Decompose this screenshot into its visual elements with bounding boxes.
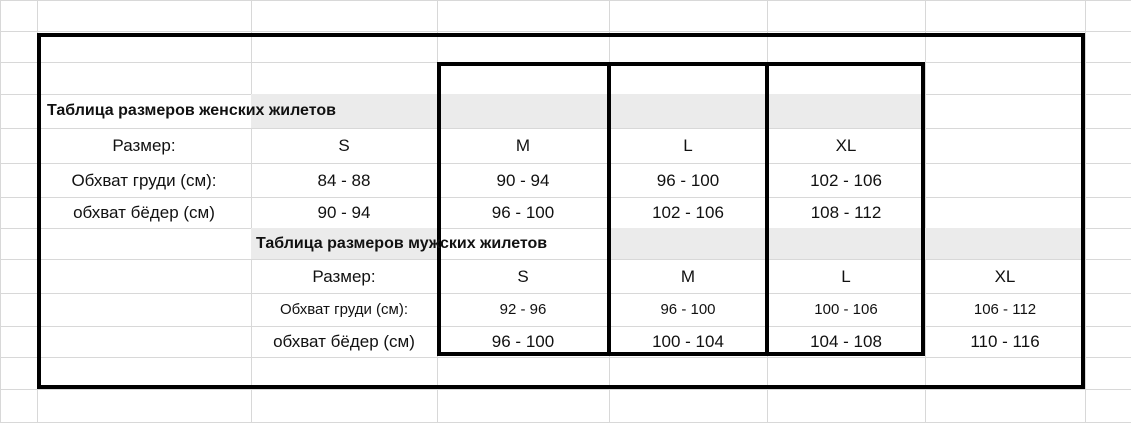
gridline-row-1 bbox=[0, 31, 1131, 32]
women-row-chest-label: Обхват груди (см): bbox=[71, 170, 217, 190]
men-row-chest-value-s: 92 - 96 bbox=[499, 301, 547, 318]
women-row-size-value-l: L bbox=[683, 136, 693, 155]
women-row-chest-value-s: 84 - 88 bbox=[317, 170, 371, 190]
men-row-hips-value-xl: 110 - 116 bbox=[970, 332, 1040, 351]
men-row-size-value-m: M bbox=[680, 266, 696, 286]
frame-outer-top bbox=[37, 33, 1085, 37]
gridline-row-11 bbox=[0, 357, 1131, 358]
women-row-hips-value-l: 102 - 106 bbox=[652, 203, 724, 222]
women-table-title: Таблица размеров женских жилетов bbox=[47, 102, 336, 119]
frame-outer-bottom bbox=[37, 385, 1085, 389]
women-row-hips-value-xl: 108 - 112 bbox=[810, 203, 882, 222]
men-row-chest-value-m: 96 - 100 bbox=[660, 301, 716, 318]
shade-women-title-e bbox=[767, 94, 925, 128]
shade-men-title-d bbox=[609, 228, 767, 259]
shade-men-title-e bbox=[767, 228, 925, 259]
men-table-title: Таблица размеров мужских жилетов bbox=[256, 234, 548, 252]
women-row-size-value-xl: XL bbox=[835, 136, 857, 155]
women-row-size-value-s: S bbox=[338, 136, 350, 155]
women-row-hips-value-m: 96 - 100 bbox=[491, 203, 555, 222]
gridline-row-0 bbox=[0, 0, 1131, 1]
women-row-hips-value-s: 90 - 94 bbox=[317, 203, 371, 222]
men-row-size-value-l: L bbox=[841, 266, 851, 286]
women-row-size-label: Размер: bbox=[112, 136, 176, 155]
men-row-size-value-xl: XL bbox=[994, 266, 1016, 286]
shade-women-title-d bbox=[609, 94, 767, 128]
women-row-chest-value-l: 96 - 100 bbox=[656, 170, 720, 190]
men-row-hips-value-m: 100 - 104 bbox=[652, 332, 724, 351]
women-row-hips-label: обхват бёдер (см) bbox=[73, 203, 215, 222]
shade-women-title-c bbox=[437, 94, 609, 128]
gridline-col-0 bbox=[0, 0, 1, 423]
men-row-hips-value-s: 96 - 100 bbox=[491, 332, 555, 351]
men-row-hips-value-l: 104 - 108 bbox=[810, 332, 882, 351]
men-row-chest-value-xl: 106 - 112 bbox=[973, 301, 1037, 318]
men-row-hips-label: обхват бёдер (см) bbox=[273, 332, 415, 351]
gridline-row-12 bbox=[0, 389, 1131, 390]
gridline-col-6 bbox=[925, 0, 926, 423]
women-row-chest-value-xl: 102 - 106 bbox=[810, 170, 882, 190]
frame-inner-top bbox=[437, 62, 925, 66]
men-row-size-value-s: S bbox=[517, 266, 529, 286]
women-row-chest-value-m: 90 - 94 bbox=[496, 170, 550, 190]
men-row-chest-value-l: 100 - 106 bbox=[814, 301, 878, 318]
men-row-size-label: Размер: bbox=[312, 266, 376, 286]
shade-men-title-f bbox=[925, 228, 1085, 259]
women-row-size-value-m: M bbox=[515, 136, 531, 155]
men-row-chest-label: Обхват груди (см): bbox=[279, 301, 409, 318]
gridline-col-7 bbox=[1085, 0, 1086, 423]
